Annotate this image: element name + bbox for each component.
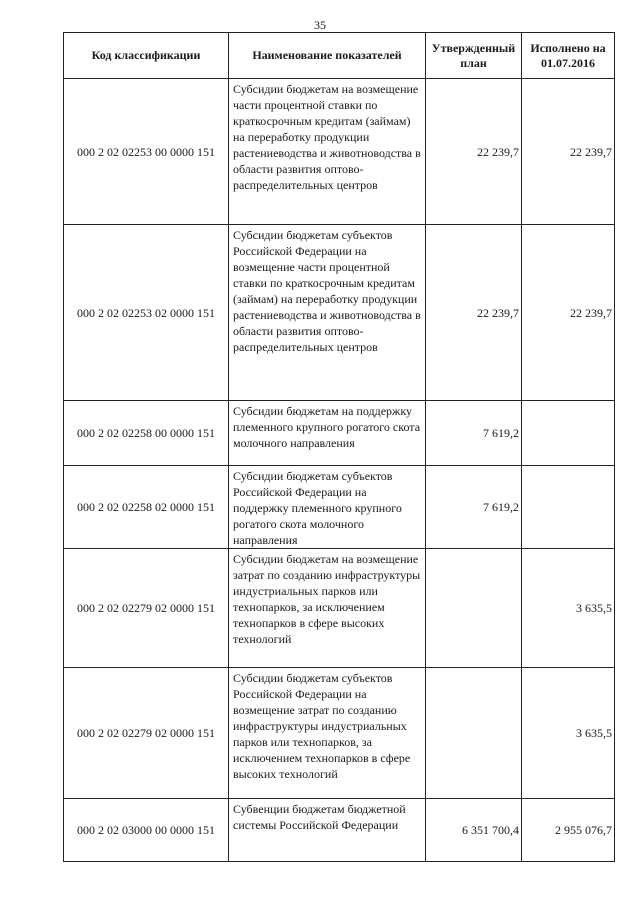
header-executed: Исполнено на 01.07.2016	[522, 33, 615, 79]
cell-code: 000 2 02 02279 02 0000 151	[64, 668, 229, 799]
budget-table	[63, 32, 615, 862]
cell-code: 000 2 02 02258 00 0000 151	[64, 401, 229, 466]
cell-code: 000 2 02 03000 00 0000 151	[64, 799, 229, 862]
cell-name: Субсидии бюджетам на возмещение части процентной ставки по краткосрочным кредитам (займам) на переработку продукции растениеводства и животноводства в области развития оптово-распределительных центров	[229, 79, 426, 225]
cell-executed	[522, 401, 615, 466]
table-row	[64, 225, 615, 401]
cell-name: Субвенции бюджетам бюджетной системы Российской Федерации	[229, 799, 426, 862]
cell-plan	[426, 668, 522, 799]
cell-code: 000 2 02 02253 00 0000 151	[64, 79, 229, 225]
header-code: Код классификации	[64, 33, 229, 79]
cell-code: 000 2 02 02258 02 0000 151	[64, 466, 229, 549]
cell-executed: 3 635,5	[522, 668, 615, 799]
cell-executed: 22 239,7	[522, 225, 615, 401]
cell-plan: 6 351 700,4	[426, 799, 522, 862]
table-row	[64, 549, 615, 668]
cell-plan: 7 619,2	[426, 466, 522, 549]
cell-plan	[426, 549, 522, 668]
table-row	[64, 799, 615, 862]
table-header-row	[64, 33, 615, 79]
header-name: Наименование показателей	[229, 33, 426, 79]
cell-name: Субсидии бюджетам субъектов Российской Федерации на возмещение затрат по созданию инфраструктуры индустриальных парков или технопарков, за исключением технопарков в сфере высоких технологий	[229, 668, 426, 799]
table-row	[64, 466, 615, 549]
cell-name: Субсидии бюджетам на возмещение затрат по созданию инфраструктуры индустриальных парков или технопарков, за исключением технопарков в сфере высоких технологий	[229, 549, 426, 668]
cell-code: 000 2 02 02253 02 0000 151	[64, 225, 229, 401]
cell-executed	[522, 466, 615, 549]
cell-name: Субсидии бюджетам субъектов Российской Федерации на поддержку племенного крупного рогатого скота молочного направления	[229, 466, 426, 549]
table-row	[64, 668, 615, 799]
cell-plan: 7 619,2	[426, 401, 522, 466]
cell-executed: 2 955 076,7	[522, 799, 615, 862]
cell-code: 000 2 02 02279 02 0000 151	[64, 549, 229, 668]
table-row	[64, 401, 615, 466]
table-row	[64, 79, 615, 225]
cell-plan: 22 239,7	[426, 225, 522, 401]
header-plan: Утвержденный план	[426, 33, 522, 79]
cell-executed: 3 635,5	[522, 549, 615, 668]
cell-name: Субсидии бюджетам на поддержку племенного крупного рогатого скота молочного направления	[229, 401, 426, 466]
cell-executed: 22 239,7	[522, 79, 615, 225]
cell-plan: 22 239,7	[426, 79, 522, 225]
cell-name: Субсидии бюджетам субъектов Российской Федерации на возмещение части процентной ставки по краткосрочным кредитам (займам) на переработку продукции растениеводства и животноводства в области развития оптово-распределительных центров	[229, 225, 426, 401]
page-number: 35	[314, 18, 326, 32]
